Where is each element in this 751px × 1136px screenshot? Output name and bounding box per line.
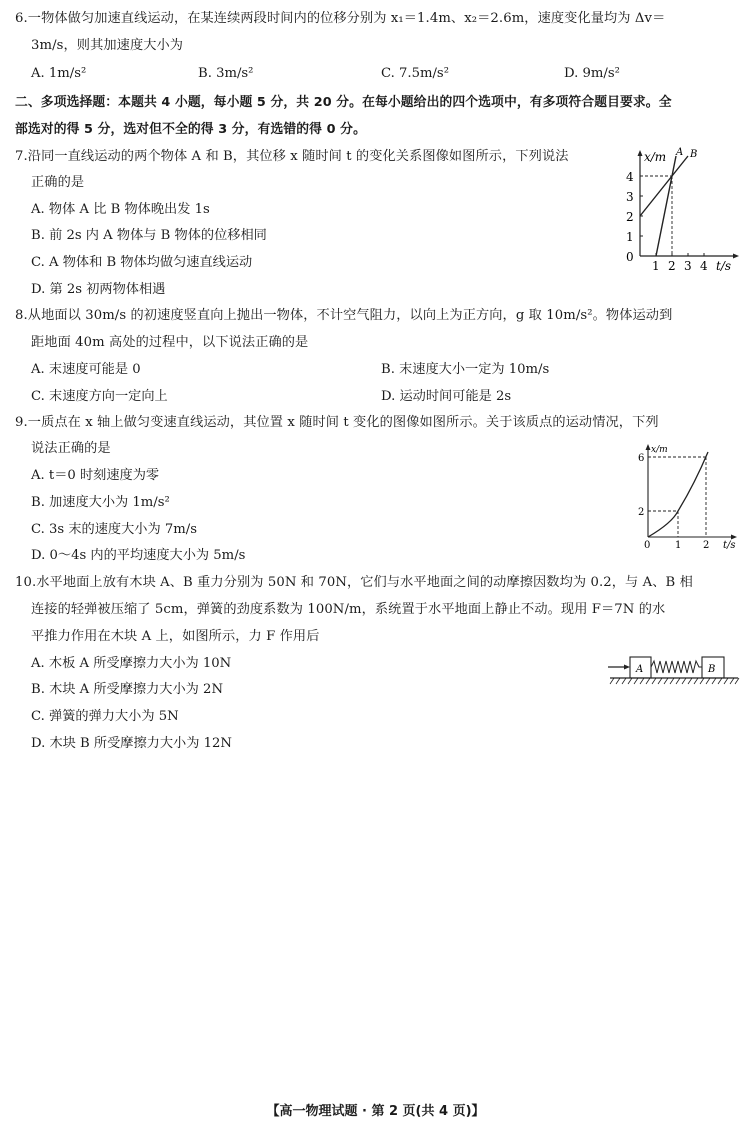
q8-option-d: D. 运动时间可能是 2s (381, 389, 512, 404)
page-footer: 【高一物理试题 · 第 2 页(共 4 页)】 (266, 1104, 485, 1119)
q9-option-c: C. 3s 末的速度大小为 7m/s (31, 522, 197, 537)
q7-y-axis-arrow (638, 150, 643, 156)
q9-y-axis-arrow (646, 444, 651, 450)
q7-x-axis-arrow (733, 254, 739, 259)
q9-option-d: D. 0～4s 内的平均速度大小为 5m/s (31, 548, 246, 563)
q10-option-d: D. 木块 B 所受摩擦力大小为 12N (31, 736, 232, 751)
q9-y-tick-2: 2 (638, 507, 645, 518)
force-arrow-head (624, 665, 630, 670)
q7-stem-line2: 正确的是 (31, 175, 85, 190)
section2-heading-line1: 二、多项选择题：本题共 4 小题，每小题 5 分，共 20 分。在每小题给出的四个选项中，有多项符合题目要求。全 (15, 95, 672, 110)
q10-stem-line2: 连接的轻弹被压缩了 5cm，弹簧的劲度系数为 100N/m，系统置于水平地面上静止不动。现用 F＝7N 的水 (31, 602, 666, 617)
q7-xt-graph (618, 144, 742, 272)
q7-option-b: B. 前 2s 内 A 物体与 B 物体的位移相同 (31, 228, 267, 243)
q7-option-c: C. A 物体和 B 物体均做匀速直线运动 (31, 255, 253, 270)
ground-hatching (610, 678, 739, 684)
q10-stem-line1: 10.水平地面上放有木块 A、B 重力分别为 50N 和 70N，它们与水平地面之间的动摩擦因数均为 0.2，与 A、B 相 (15, 575, 693, 590)
q6-stem-line2: 3m/s，则其加速度大小为 (31, 38, 184, 53)
q7-label-a: A (676, 147, 684, 158)
q6-option-d: D. 9m/s² (564, 66, 620, 81)
q7-y-tick-1: 1 (626, 230, 634, 244)
q7-label-b: B (690, 149, 698, 160)
q8-stem-line1: 8.从地面以 30m/s 的初速度竖直向上抛出一物体，不计空气阻力，以向上为正方向，g 取 10m/s²。物体运动到 (15, 308, 673, 323)
q9-stem-line2: 说法正确的是 (31, 441, 111, 456)
q10-option-b: B. 木块 A 所受摩擦力大小为 2N (31, 682, 223, 697)
q10-stem-line3: 平推力作用在木块 A 上，如图所示，力 F 作用后 (31, 629, 320, 644)
q7-line-b (640, 156, 688, 216)
q8-option-a: A. 末速度可能是 0 (31, 362, 141, 377)
q8-stem-line2: 距地面 40m 高处的过程中，以下说法正确的是 (31, 335, 309, 350)
q7-x-label: t/s (716, 259, 732, 272)
q10-option-c: C. 弹簧的弹力大小为 5N (31, 709, 179, 724)
q7-option-d: D. 第 2s 初两物体相遇 (31, 282, 166, 297)
q7-x-tick-4: 4 (700, 259, 708, 272)
q7-y-tick-4: 4 (626, 170, 634, 184)
q7-y-tick-2: 2 (626, 210, 634, 224)
q10-spring-figure (606, 652, 742, 688)
q9-y-tick-6: 6 (638, 453, 645, 464)
q9-stem-line1: 9.一质点在 x 轴上做匀变速直线运动，其位置 x 随时间 t 变化的图像如图所示。关于该质点的运动情况，下列 (15, 415, 659, 430)
q7-y-tick-0: 0 (626, 250, 634, 264)
q9-xt-graph (634, 440, 742, 552)
q6-option-a: A. 1m/s² (31, 66, 87, 81)
q9-option-a: A. t＝0 时刻速度为零 (31, 468, 160, 483)
q7-option-a: A. 物体 A 比 B 物体晚出发 1s (31, 202, 210, 217)
block-a-label: A (636, 664, 644, 675)
q7-x-tick-3: 3 (684, 259, 692, 272)
block-b-label: B (708, 664, 716, 675)
q9-x-label: t/s (723, 540, 736, 551)
q6-stem-line1: 6.一物体做匀加速直线运动，在某连续两段时间内的位移分别为 x₁＝1.4m、x₂＝2.6m，速度变化量均为 Δv＝ (15, 11, 666, 26)
spring (651, 661, 702, 673)
q6-option-b: B. 3m/s² (198, 66, 254, 81)
q9-x-tick-1: 1 (675, 540, 682, 551)
q9-curve (648, 452, 708, 537)
q7-y-tick-3: 3 (626, 190, 634, 204)
q9-option-b: B. 加速度大小为 1m/s² (31, 495, 170, 510)
q9-x-tick-0: 0 (644, 540, 651, 551)
q9-y-label: x/m (651, 445, 668, 455)
q6-option-c: C. 7.5m/s² (381, 66, 449, 81)
q9-x-axis-arrow (731, 535, 737, 540)
q7-y-label: x/m (644, 150, 667, 164)
q7-x-tick-1: 1 (652, 259, 660, 272)
q9-x-tick-2: 2 (703, 540, 710, 551)
q8-option-c: C. 末速度方向一定向上 (31, 389, 168, 404)
q7-stem-line1: 7.沿同一直线运动的两个物体 A 和 B，其位移 x 随时间 t 的变化关系图像如图所示，下列说法 (15, 149, 569, 164)
q8-option-b: B. 末速度大小一定为 10m/s (381, 362, 550, 377)
q7-x-tick-2: 2 (668, 259, 676, 272)
q7-line-a (656, 156, 676, 256)
section2-heading-line2: 部选对的得 5 分，选对但不全的得 3 分，有选错的得 0 分。 (15, 122, 366, 137)
q10-option-a: A. 木板 A 所受摩擦力大小为 10N (31, 656, 232, 671)
